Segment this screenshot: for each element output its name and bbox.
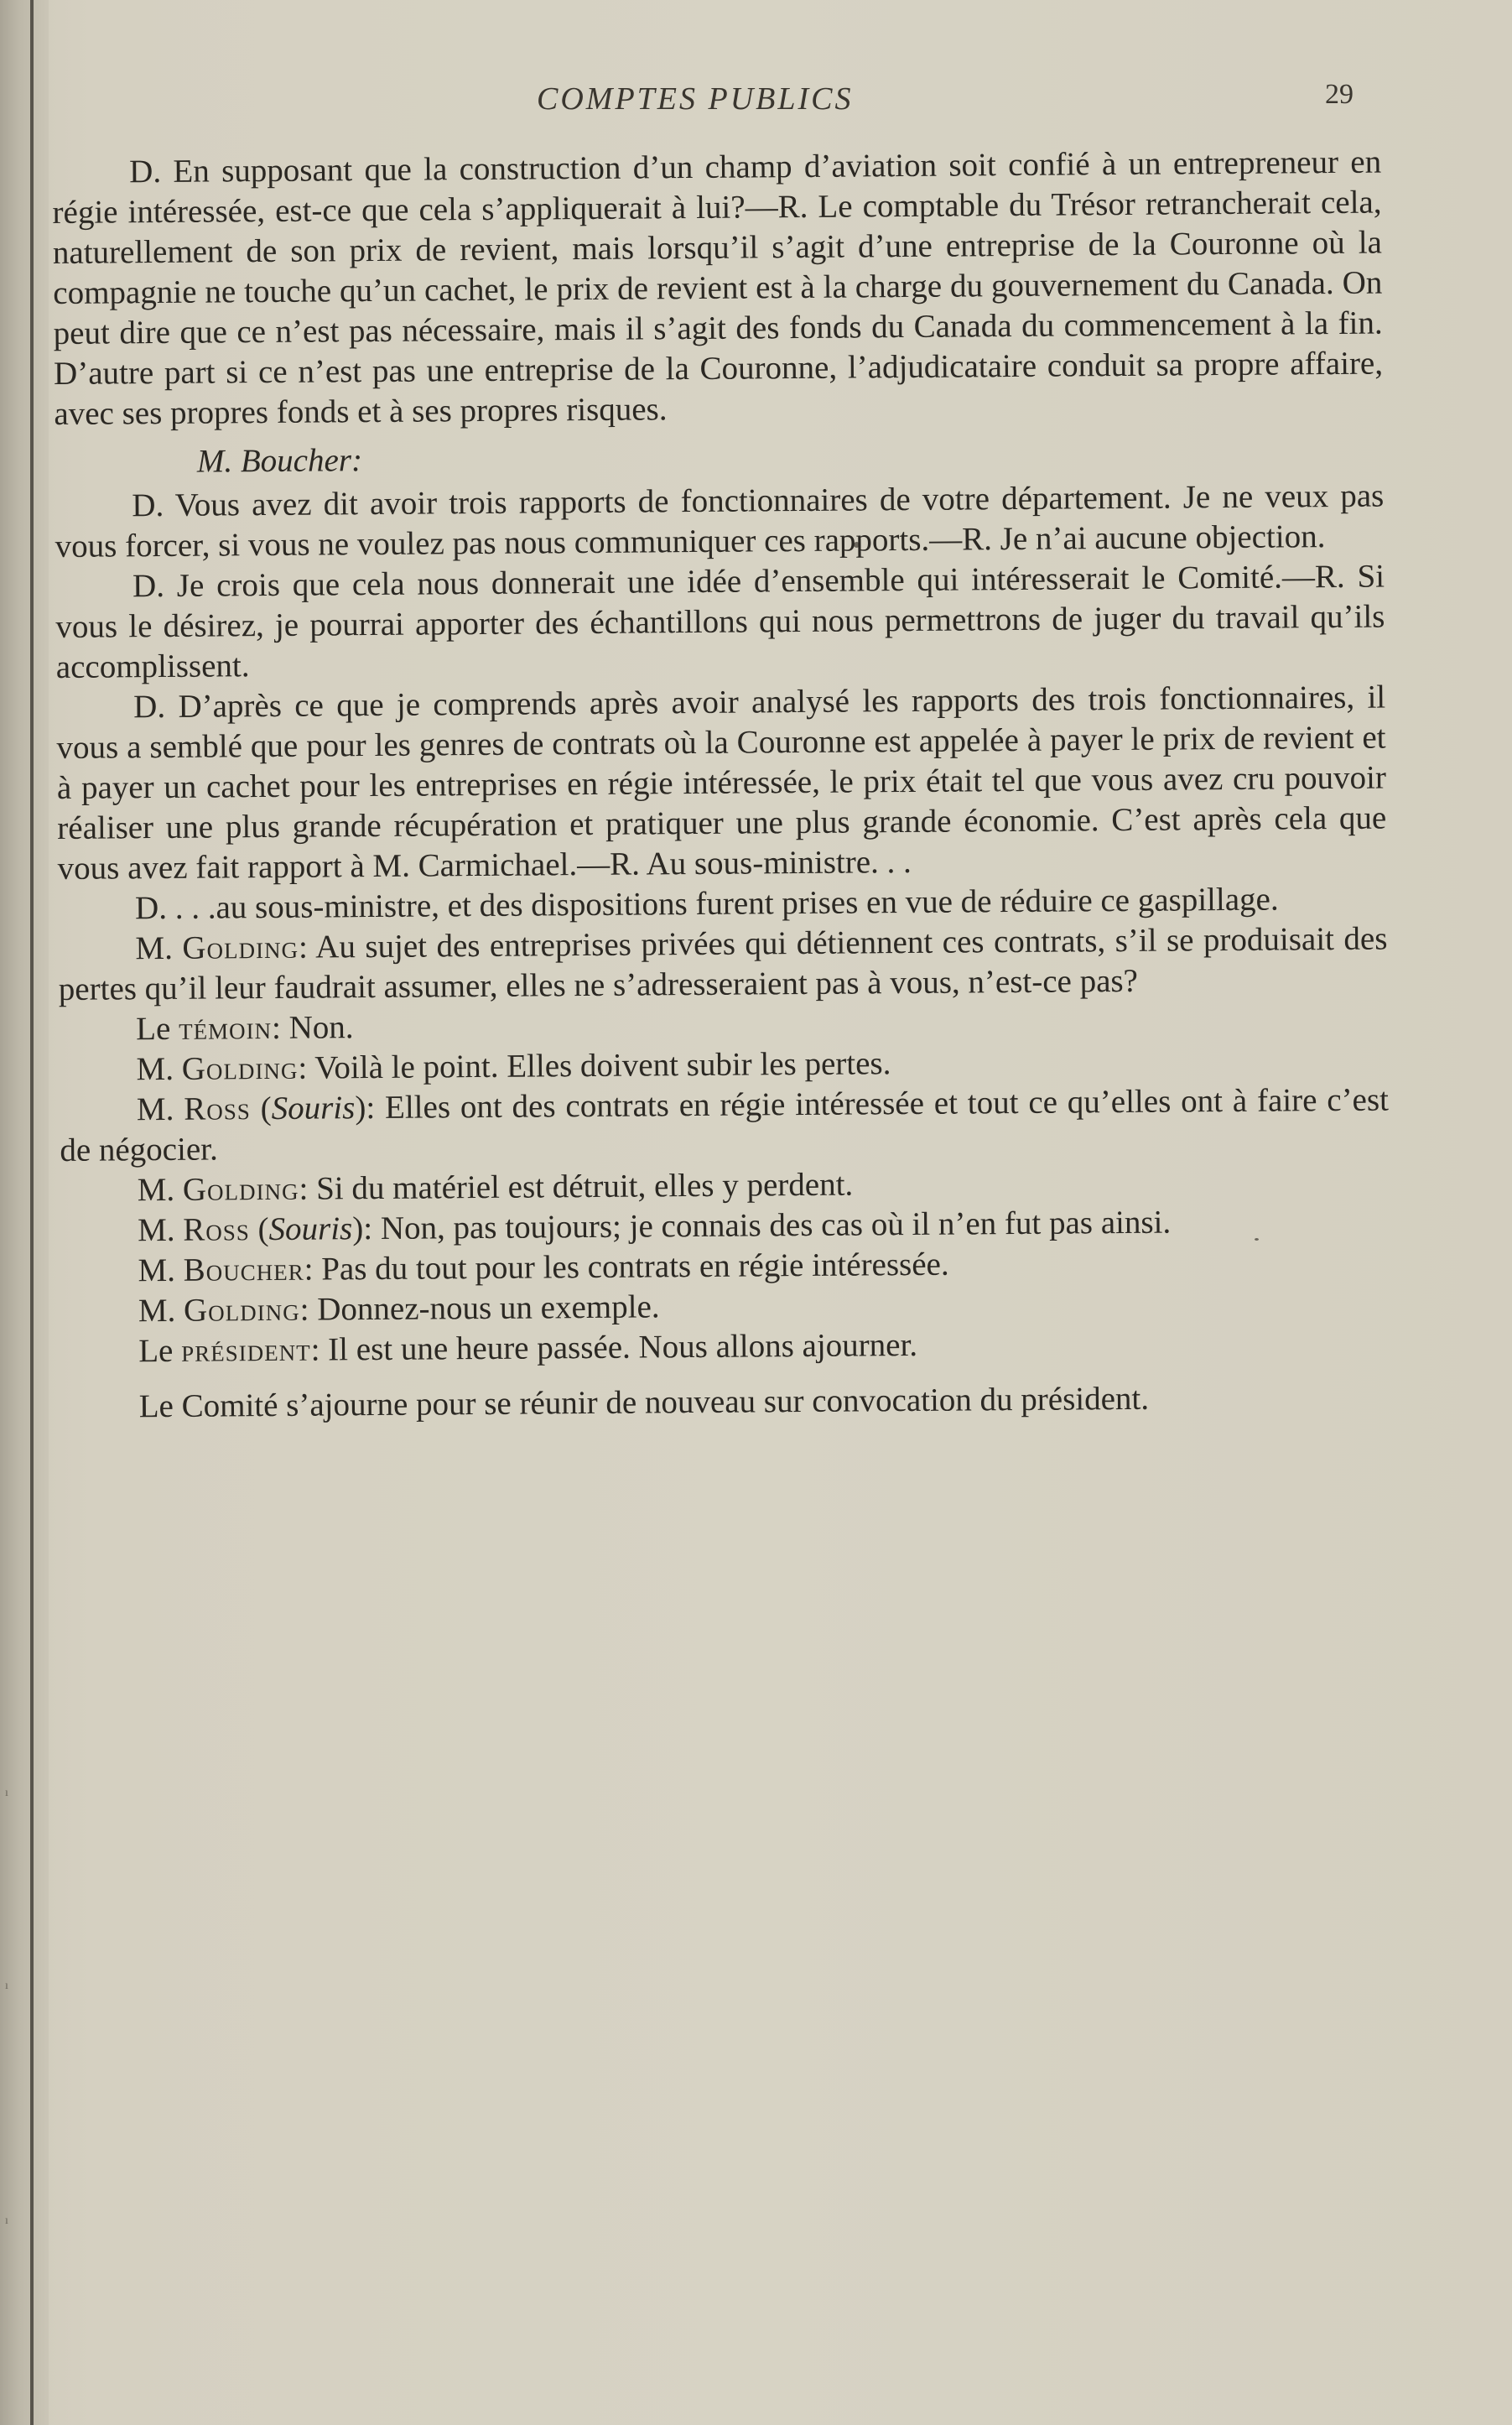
dialogue-line: M. Ross (Souris): Non, pas toujours; je connais des cas où il n’en fut pas ainsi. xyxy=(137,1204,1172,1249)
page-binding-edge xyxy=(0,0,49,2425)
speaker-heading: M. Boucher: xyxy=(196,442,363,480)
speaker-name: Golding xyxy=(182,929,299,966)
speaker-name: Ross xyxy=(184,1090,251,1127)
speaker-title: M. xyxy=(136,1050,182,1088)
body-text xyxy=(52,143,1391,1428)
margin-speck: ı xyxy=(5,2214,8,2227)
margin-speck: ı xyxy=(5,1787,8,1799)
dialogue-text: : Donnez-nous un exemple. xyxy=(299,1288,660,1328)
binding-rule xyxy=(30,0,34,2425)
speaker-title: M. xyxy=(138,1292,184,1330)
speaker-title: M. xyxy=(135,929,183,967)
dialogue-text: : Non. xyxy=(271,1009,354,1046)
speaker-title: M. xyxy=(137,1171,184,1209)
paragraph-rapports: D. Vous avez dit avoir trois rapports de fonctionnaires de votre département. Je ne veux pas vous forcer, si vous ne voulez pas nous communiquer ces rapports.—R. Je n’ai aucune objection. xyxy=(55,477,1385,565)
paragraph-gaspillage: D. . . .au sous-ministre, et des dispositions furent prises en vue de réduire ce gaspillage. xyxy=(134,881,1279,927)
dialogue-line xyxy=(58,919,1388,1010)
page-number: 29 xyxy=(1325,79,1354,110)
paragraph-idee-ensemble: D. Je crois que cela nous donnerait une idée d’ensemble qui intéresserait le Comité.—R. Si vous le désirez, je pourrai apporter des échantillons qui nous permettrons de juger du travail qu’ils accomplissent. xyxy=(55,558,1385,685)
speaker-name: Ross xyxy=(183,1211,250,1248)
speaker-title: Le xyxy=(138,1332,182,1370)
speaker-title: M. xyxy=(137,1211,184,1249)
dialogue-text: : Pas du tout pour les contrats en régie intéressée. xyxy=(304,1246,949,1288)
running-header xyxy=(0,81,1512,122)
dialogue-text: : Au sujet des entreprises privées qui détiennent ces contrats, s’il se produisait des pertes qu’il leur faudrait assumer, elles ne s’adresseraient pas à vous, n’est-ce pas? xyxy=(58,920,1388,1007)
dialogue-text: : Voilà le point. Elles doivent subir les pertes. xyxy=(298,1045,891,1086)
speaker-name: Boucher xyxy=(183,1251,304,1288)
speaker-name: Golding xyxy=(181,1049,299,1087)
speaker-name: Golding xyxy=(183,1291,300,1329)
dialogue-text: : Il est une heure passée. Nous allons ajourner. xyxy=(310,1326,918,1368)
dialogue-text: : Non, pas toujours; je connais des cas où il n’en fut pas ainsi. xyxy=(363,1204,1172,1247)
dialogue-line: M. Ross (Souris): Elles ont des contrats en régie intéressée et tout ce qu’elles ont à faire c’est de négocier. xyxy=(60,1081,1390,1168)
dialogue-text: : Si du matériel est détruit, elles y perdent. xyxy=(299,1166,854,1207)
speaker-riding: Souris xyxy=(271,1090,356,1127)
speaker-title: Le xyxy=(136,1010,179,1048)
closing-statement: Le Comité s’ajourne pour se réunir de nouveau sur convocation du président. xyxy=(138,1380,1150,1425)
paragraph-question-aviation: D. En supposant que la construction d’un champ d’aviation soit confié à un entrepreneur en régie intéressée, est-ce que cela s’appliquerait à lui?—R. Le comptable du Trésor retrancherait cela, naturellement de son prix de revient, mais lorsqu’il s’agit d’une entreprise de la Couronne où la compagnie ne touche qu’un cachet, le prix de revient est à la charge du gouvernement du Canada. On peut dire que ce n’est pas nécessaire, mais il s’agit des fonds du Canada du commencement à la fin. D’autre part si ce n’est pas une entreprise de la Couronne, l’adjudicataire conduit sa propre affaire, avec ses propres fonds et à ses propres risques. xyxy=(52,143,1384,432)
speaker-riding: Souris xyxy=(268,1210,353,1248)
running-title: COMPTES PUBLICS xyxy=(537,81,854,117)
speaker-name: Golding xyxy=(182,1170,299,1208)
speaker-title: M. xyxy=(136,1090,184,1128)
dialogue-exchanges xyxy=(58,919,1390,1372)
margin-speck: ı xyxy=(5,1980,8,1992)
speaker-name: témoin xyxy=(178,1009,273,1047)
speaker-name: président xyxy=(180,1331,311,1369)
paragraph-analyse: D. D’après ce que je comprends après avoir analysé les rapports des trois fonctionnaires, il vous a semblé que pour les genres de contrats où la Couronne est appelée à payer le prix de revient et à payer un cachet pour les entreprises en régie intéressée, le prix était tel que vous avez cru pouvoir réaliser une plus grande récupération et pratiquer une plus grande économie. C’est après cela que vous avez fait rapport à M. Carmichael.—R. Au sous-ministre. . . xyxy=(56,679,1387,887)
speaker-title: M. xyxy=(138,1252,184,1289)
dialogue-text: : Elles ont des contrats en régie intéressée et tout ce qu’elles ont à faire c’est de négocier. xyxy=(60,1081,1390,1168)
